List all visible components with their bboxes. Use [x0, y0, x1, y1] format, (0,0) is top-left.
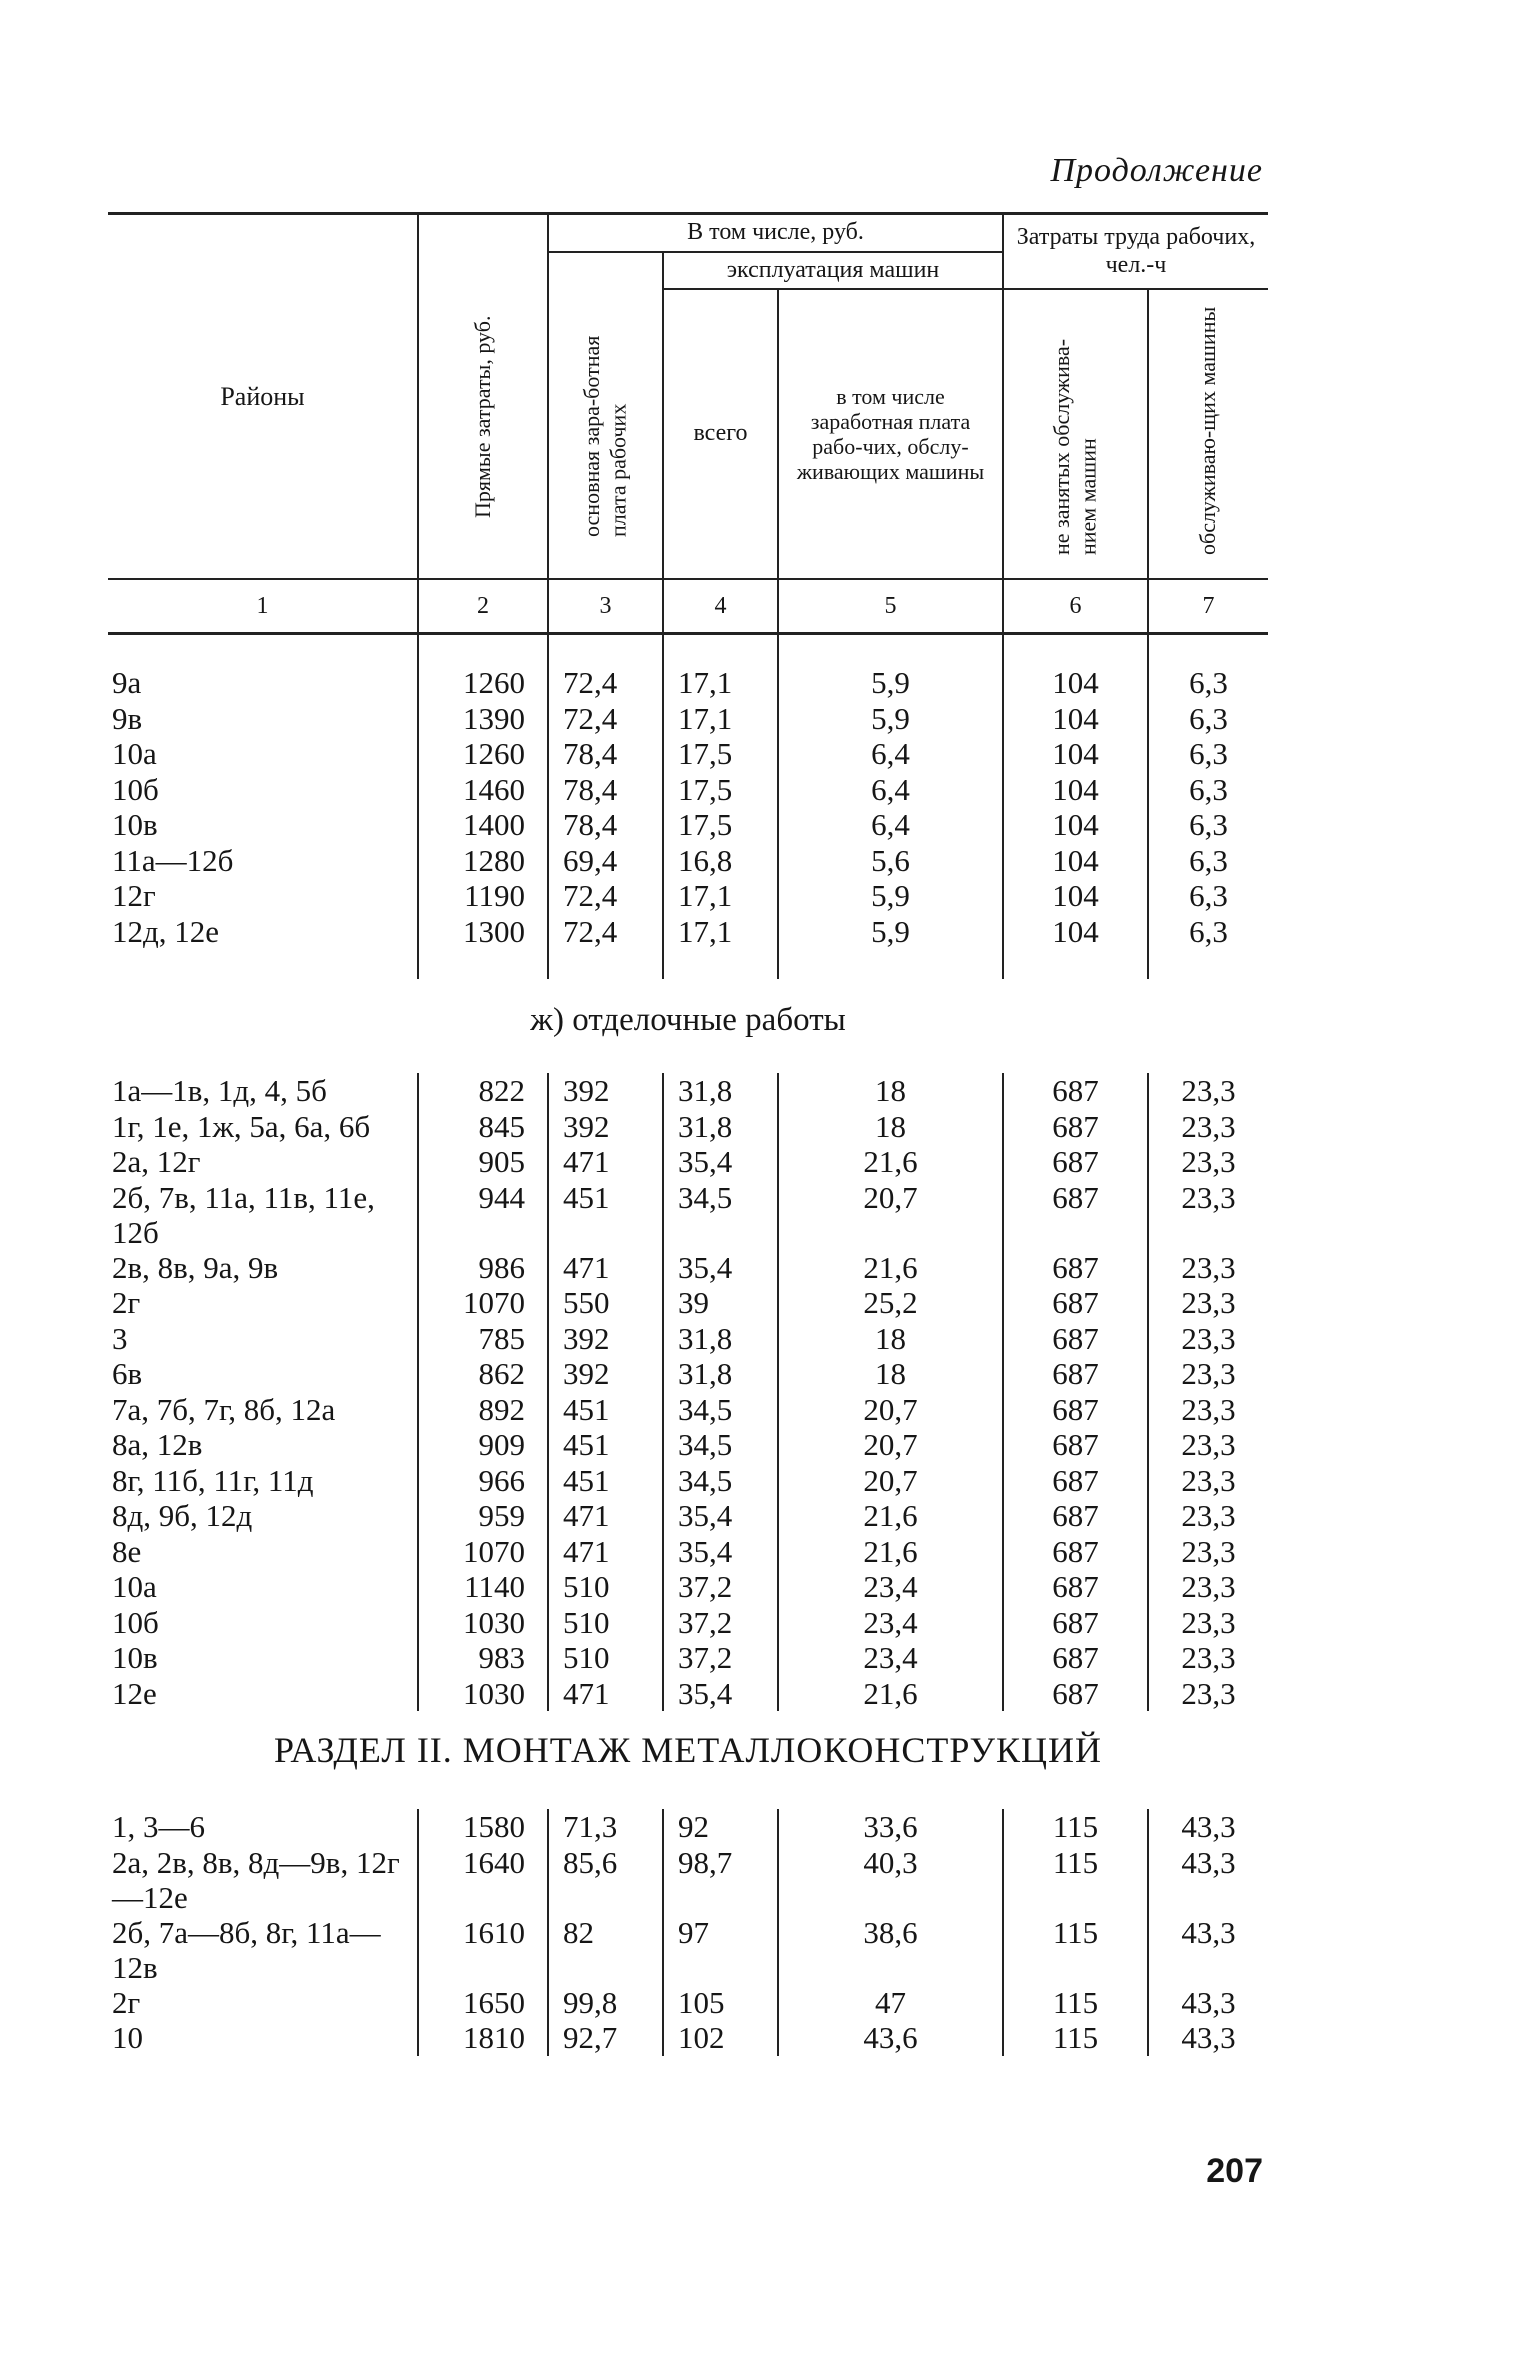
value-cell: 845	[418, 1109, 548, 1145]
region-cell: 12г	[112, 878, 156, 914]
table-row	[108, 1427, 1268, 1463]
value-cell: 35,4	[663, 1498, 778, 1534]
value-cell: 104	[1003, 914, 1148, 950]
value-cell: 43,3	[1148, 1985, 1268, 2021]
value-cell: 17,1	[663, 878, 778, 914]
value-cell: 99,8	[548, 1985, 663, 2021]
section-title-row	[108, 979, 1268, 1073]
region-cell: 8а, 12в	[112, 1427, 203, 1463]
value-cell: 115	[1003, 2020, 1148, 2056]
value-cell: 72,4	[548, 878, 663, 914]
region-cell: 9в	[112, 700, 143, 736]
table-row	[108, 772, 1268, 808]
value-cell: 5,9	[778, 701, 1003, 737]
value-cell: 40,3	[778, 1845, 1003, 1915]
value-cell: 1280	[418, 843, 548, 879]
value-cell: 687	[1003, 1605, 1148, 1641]
value-cell: 392	[548, 1356, 663, 1392]
value-cell: 785	[418, 1321, 548, 1357]
region-cell: 9а	[112, 665, 142, 701]
value-cell: 471	[548, 1534, 663, 1570]
table-row	[108, 1640, 1268, 1676]
section-title: РАЗДЕЛ II. МОНТАЖ МЕТАЛЛОКОНСТРУКЦИЙ	[273, 1730, 1103, 1771]
value-cell: 862	[418, 1356, 548, 1392]
column-number: 1	[108, 579, 418, 634]
value-cell: 17,1	[663, 914, 778, 950]
value-cell: 78,4	[548, 772, 663, 808]
value-cell: 687	[1003, 1356, 1148, 1392]
region-cell: 10а	[112, 1569, 157, 1605]
value-cell: 687	[1003, 1463, 1148, 1499]
value-cell: 1390	[418, 701, 548, 737]
value-cell: 34,5	[663, 1180, 778, 1250]
value-cell: 23,3	[1148, 1392, 1268, 1428]
table-row	[108, 1463, 1268, 1499]
value-cell: 35,4	[663, 1250, 778, 1286]
table-body	[108, 634, 1268, 2056]
value-cell: 115	[1003, 1809, 1148, 1845]
table-row	[108, 914, 1268, 950]
value-cell: 23,3	[1148, 1640, 1268, 1676]
column-number: 6	[1003, 579, 1148, 634]
table-row	[108, 1250, 1268, 1286]
section-title: ж) отделочные работы	[530, 1002, 846, 1039]
value-cell: 23,3	[1148, 1498, 1268, 1534]
value-cell: 451	[548, 1180, 663, 1250]
value-cell: 451	[548, 1392, 663, 1428]
value-cell: 16,8	[663, 843, 778, 879]
header-not-machine: не занятых обслужива-нием машин	[1003, 289, 1148, 579]
value-cell: 31,8	[663, 1321, 778, 1357]
value-cell: 510	[548, 1640, 663, 1676]
value-cell: 1640	[418, 1845, 548, 1915]
value-cell: 18	[778, 1073, 1003, 1109]
value-cell: 37,2	[663, 1605, 778, 1641]
value-cell: 687	[1003, 1534, 1148, 1570]
header-incl-wage: в том числе заработная плата рабо-чих, обслу-живающих машины	[778, 289, 1003, 579]
value-cell: 105	[663, 1985, 778, 2021]
value-cell: 21,6	[778, 1676, 1003, 1712]
value-cell: 905	[418, 1144, 548, 1180]
value-cell: 20,7	[778, 1427, 1003, 1463]
value-cell: 21,6	[778, 1144, 1003, 1180]
value-cell: 18	[778, 1356, 1003, 1392]
value-cell: 687	[1003, 1144, 1148, 1180]
value-cell: 6,3	[1148, 914, 1268, 950]
value-cell: 687	[1003, 1498, 1148, 1534]
value-cell: 6,4	[778, 807, 1003, 843]
value-cell: 37,2	[663, 1640, 778, 1676]
value-cell: 1460	[418, 772, 548, 808]
column-number: 7	[1148, 579, 1268, 634]
region-cell: 2а, 2в, 8в, 8д—9в, 12г—12е	[112, 1844, 400, 1915]
region-cell: 1, 3—6	[112, 1809, 205, 1845]
value-cell: 6,3	[1148, 772, 1268, 808]
value-cell: 104	[1003, 665, 1148, 701]
value-cell: 17,5	[663, 772, 778, 808]
value-cell: 23,3	[1148, 1285, 1268, 1321]
table-row	[108, 1985, 1268, 2021]
value-cell: 892	[418, 1392, 548, 1428]
value-cell: 1190	[418, 878, 548, 914]
table-row	[108, 807, 1268, 843]
value-cell: 98,7	[663, 1845, 778, 1915]
table-row	[108, 1498, 1268, 1534]
value-cell: 5,6	[778, 843, 1003, 879]
table-row	[108, 1915, 1268, 1985]
value-cell: 687	[1003, 1180, 1148, 1250]
region-cell: 2г	[112, 1984, 141, 2020]
value-cell: 6,3	[1148, 807, 1268, 843]
value-cell: 471	[548, 1676, 663, 1712]
value-cell: 550	[548, 1285, 663, 1321]
value-cell: 23,3	[1148, 1356, 1268, 1392]
value-cell: 1260	[418, 736, 548, 772]
value-cell: 966	[418, 1463, 548, 1499]
column-number: 4	[663, 579, 778, 634]
value-cell: 687	[1003, 1109, 1148, 1145]
value-cell: 6,4	[778, 772, 1003, 808]
value-cell: 39	[663, 1285, 778, 1321]
value-cell: 78,4	[548, 807, 663, 843]
value-cell: 21,6	[778, 1534, 1003, 1570]
value-cell: 6,3	[1148, 701, 1268, 737]
table-row	[108, 1676, 1268, 1712]
column-number-row	[108, 579, 1268, 634]
value-cell: 687	[1003, 1569, 1148, 1605]
value-cell: 23,3	[1148, 1427, 1268, 1463]
value-cell: 31,8	[663, 1109, 778, 1145]
region-cell: 8е	[112, 1533, 142, 1569]
value-cell: 822	[418, 1073, 548, 1109]
region-cell: 11а—12б	[112, 842, 234, 878]
value-cell: 97	[663, 1915, 778, 1985]
value-cell: 47	[778, 1985, 1003, 2021]
value-cell: 104	[1003, 701, 1148, 737]
header-total: всего	[663, 289, 778, 579]
value-cell: 115	[1003, 1845, 1148, 1915]
value-cell: 92	[663, 1809, 778, 1845]
region-cell: 7а, 7б, 7г, 8б, 12а	[112, 1391, 336, 1427]
value-cell: 43,3	[1148, 1809, 1268, 1845]
header-including-rub: В том числе, руб.	[548, 214, 1003, 252]
value-cell: 6,3	[1148, 878, 1268, 914]
header-machine-service: обслуживаю-щих машины	[1148, 289, 1268, 579]
value-cell: 23,3	[1148, 1605, 1268, 1641]
table-row	[108, 1144, 1268, 1180]
column-number: 5	[778, 579, 1003, 634]
value-cell: 392	[548, 1073, 663, 1109]
value-cell: 31,8	[663, 1073, 778, 1109]
value-cell: 5,9	[778, 878, 1003, 914]
value-cell: 983	[418, 1640, 548, 1676]
value-cell: 18	[778, 1109, 1003, 1145]
value-cell: 687	[1003, 1676, 1148, 1712]
value-cell: 17,5	[663, 736, 778, 772]
value-cell: 21,6	[778, 1498, 1003, 1534]
value-cell: 23,4	[778, 1605, 1003, 1641]
table-row	[108, 1392, 1268, 1428]
value-cell: 35,4	[663, 1676, 778, 1712]
value-cell: 471	[548, 1498, 663, 1534]
value-cell: 5,9	[778, 665, 1003, 701]
value-cell: 471	[548, 1250, 663, 1286]
value-cell: 17,5	[663, 807, 778, 843]
value-cell: 20,7	[778, 1392, 1003, 1428]
value-cell: 25,2	[778, 1285, 1003, 1321]
column-number: 3	[548, 579, 663, 634]
value-cell: 72,4	[548, 665, 663, 701]
value-cell: 18	[778, 1321, 1003, 1357]
column-number: 2	[418, 579, 548, 634]
value-cell: 72,4	[548, 701, 663, 737]
value-cell: 38,6	[778, 1915, 1003, 1985]
value-cell: 6,3	[1148, 665, 1268, 701]
value-cell: 392	[548, 1321, 663, 1357]
table-row	[108, 1845, 1268, 1915]
value-cell: 23,3	[1148, 1321, 1268, 1357]
value-cell: 687	[1003, 1250, 1148, 1286]
region-cell: 2б, 7в, 11а, 11в, 11е, 12б	[112, 1179, 375, 1250]
value-cell: 43,3	[1148, 1845, 1268, 1915]
value-cell: 451	[548, 1427, 663, 1463]
value-cell: 69,4	[548, 843, 663, 879]
table-row	[108, 1109, 1268, 1145]
value-cell: 687	[1003, 1285, 1148, 1321]
value-cell: 687	[1003, 1321, 1148, 1357]
region-cell: 10в	[112, 1640, 158, 1676]
value-cell: 31,8	[663, 1356, 778, 1392]
table-row	[108, 1321, 1268, 1357]
value-cell: 33,6	[778, 1809, 1003, 1845]
value-cell: 687	[1003, 1427, 1148, 1463]
spacer-row	[108, 634, 1268, 666]
region-cell: 10а	[112, 736, 157, 772]
value-cell: 1070	[418, 1534, 548, 1570]
value-cell: 23,3	[1148, 1250, 1268, 1286]
region-cell: 12е	[112, 1675, 157, 1711]
value-cell: 23,3	[1148, 1534, 1268, 1570]
cost-table	[108, 212, 1268, 2056]
value-cell: 104	[1003, 878, 1148, 914]
value-cell: 6,3	[1148, 736, 1268, 772]
region-cell: 8д, 9б, 12д	[112, 1498, 253, 1534]
header-direct-costs: Прямые затраты, руб.	[418, 214, 548, 580]
value-cell: 23,3	[1148, 1144, 1268, 1180]
table-row	[108, 1073, 1268, 1109]
region-cell: 12д, 12е	[112, 913, 220, 949]
value-cell: 6,4	[778, 736, 1003, 772]
value-cell: 37,2	[663, 1569, 778, 1605]
value-cell: 115	[1003, 1985, 1148, 2021]
value-cell: 986	[418, 1250, 548, 1286]
table-row	[108, 736, 1268, 772]
region-cell: 10б	[112, 771, 159, 807]
value-cell: 687	[1003, 1073, 1148, 1109]
value-cell: 23,3	[1148, 1676, 1268, 1712]
table-row	[108, 665, 1268, 701]
header-regions: Районы	[108, 214, 418, 580]
value-cell: 43,6	[778, 2020, 1003, 2056]
table-row	[108, 701, 1268, 737]
value-cell: 23,3	[1148, 1109, 1268, 1145]
value-cell: 104	[1003, 843, 1148, 879]
table-row	[108, 1180, 1268, 1250]
value-cell: 23,4	[778, 1640, 1003, 1676]
value-cell: 20,7	[778, 1463, 1003, 1499]
value-cell: 909	[418, 1427, 548, 1463]
value-cell: 1030	[418, 1676, 548, 1712]
value-cell: 1810	[418, 2020, 548, 2056]
value-cell: 23,4	[778, 1569, 1003, 1605]
value-cell: 115	[1003, 1915, 1148, 1985]
value-cell: 72,4	[548, 914, 663, 950]
value-cell: 82	[548, 1915, 663, 1985]
region-cell: 6в	[112, 1356, 143, 1392]
table-row	[108, 1605, 1268, 1641]
value-cell: 471	[548, 1144, 663, 1180]
table-row	[108, 1356, 1268, 1392]
region-cell: 1а—1в, 1д, 4, 5б	[112, 1073, 327, 1109]
region-cell: 3	[112, 1320, 128, 1356]
value-cell: 451	[548, 1463, 663, 1499]
region-cell: 10б	[112, 1604, 159, 1640]
header-base-wage: основная зара-ботная плата рабочих	[548, 252, 663, 580]
value-cell: 6,3	[1148, 843, 1268, 879]
table-row	[108, 1285, 1268, 1321]
value-cell: 1070	[418, 1285, 548, 1321]
table-row	[108, 878, 1268, 914]
value-cell: 392	[548, 1109, 663, 1145]
value-cell: 510	[548, 1569, 663, 1605]
region-cell: 10в	[112, 807, 158, 843]
value-cell: 34,5	[663, 1463, 778, 1499]
page-number: 207	[1206, 2152, 1263, 2190]
value-cell: 85,6	[548, 1845, 663, 1915]
continued-label: Продолжение	[1050, 152, 1263, 189]
value-cell: 104	[1003, 772, 1148, 808]
value-cell: 1580	[418, 1809, 548, 1845]
region-cell: 2а, 12г	[112, 1144, 201, 1180]
value-cell: 71,3	[548, 1809, 663, 1845]
value-cell: 23,3	[1148, 1073, 1268, 1109]
value-cell: 1030	[418, 1605, 548, 1641]
value-cell: 687	[1003, 1640, 1148, 1676]
value-cell: 43,3	[1148, 1915, 1268, 1985]
value-cell: 35,4	[663, 1534, 778, 1570]
value-cell: 1610	[418, 1915, 548, 1985]
value-cell: 35,4	[663, 1144, 778, 1180]
value-cell: 92,7	[548, 2020, 663, 2056]
value-cell: 102	[663, 2020, 778, 2056]
value-cell: 17,1	[663, 701, 778, 737]
table-row	[108, 1569, 1268, 1605]
value-cell: 23,3	[1148, 1463, 1268, 1499]
value-cell: 43,3	[1148, 2020, 1268, 2056]
value-cell: 5,9	[778, 914, 1003, 950]
value-cell: 1260	[418, 665, 548, 701]
spacer-row	[108, 949, 1268, 979]
region-cell: 2б, 7а—8б, 8г, 11а—12в	[112, 1914, 381, 1985]
value-cell: 510	[548, 1605, 663, 1641]
value-cell: 959	[418, 1498, 548, 1534]
value-cell: 944	[418, 1180, 548, 1250]
table-row	[108, 1534, 1268, 1570]
region-cell: 10	[112, 2020, 143, 2056]
value-cell: 1650	[418, 1985, 548, 2021]
header-machine-operation: эксплуатация машин	[663, 252, 1003, 290]
table-row	[108, 2020, 1268, 2056]
value-cell: 78,4	[548, 736, 663, 772]
region-cell: 2в, 8в, 9а, 9в	[112, 1249, 279, 1285]
section-title-row	[108, 1711, 1268, 1809]
table-row	[108, 843, 1268, 879]
value-cell: 23,3	[1148, 1569, 1268, 1605]
value-cell: 104	[1003, 807, 1148, 843]
value-cell: 104	[1003, 736, 1148, 772]
value-cell: 21,6	[778, 1250, 1003, 1286]
value-cell: 20,7	[778, 1180, 1003, 1250]
region-cell: 1г, 1е, 1ж, 5а, 6а, 6б	[112, 1108, 371, 1144]
region-cell: 2г	[112, 1285, 141, 1321]
region-cell: 8г, 11б, 11г, 11д	[112, 1462, 314, 1498]
table-row	[108, 1809, 1268, 1845]
value-cell: 17,1	[663, 665, 778, 701]
value-cell: 34,5	[663, 1427, 778, 1463]
value-cell: 1300	[418, 914, 548, 950]
value-cell: 34,5	[663, 1392, 778, 1428]
value-cell: 23,3	[1148, 1180, 1268, 1250]
value-cell: 1400	[418, 807, 548, 843]
header-labor-costs: Затраты труда рабочих, чел.-ч	[1003, 214, 1268, 290]
value-cell: 687	[1003, 1392, 1148, 1428]
value-cell: 1140	[418, 1569, 548, 1605]
